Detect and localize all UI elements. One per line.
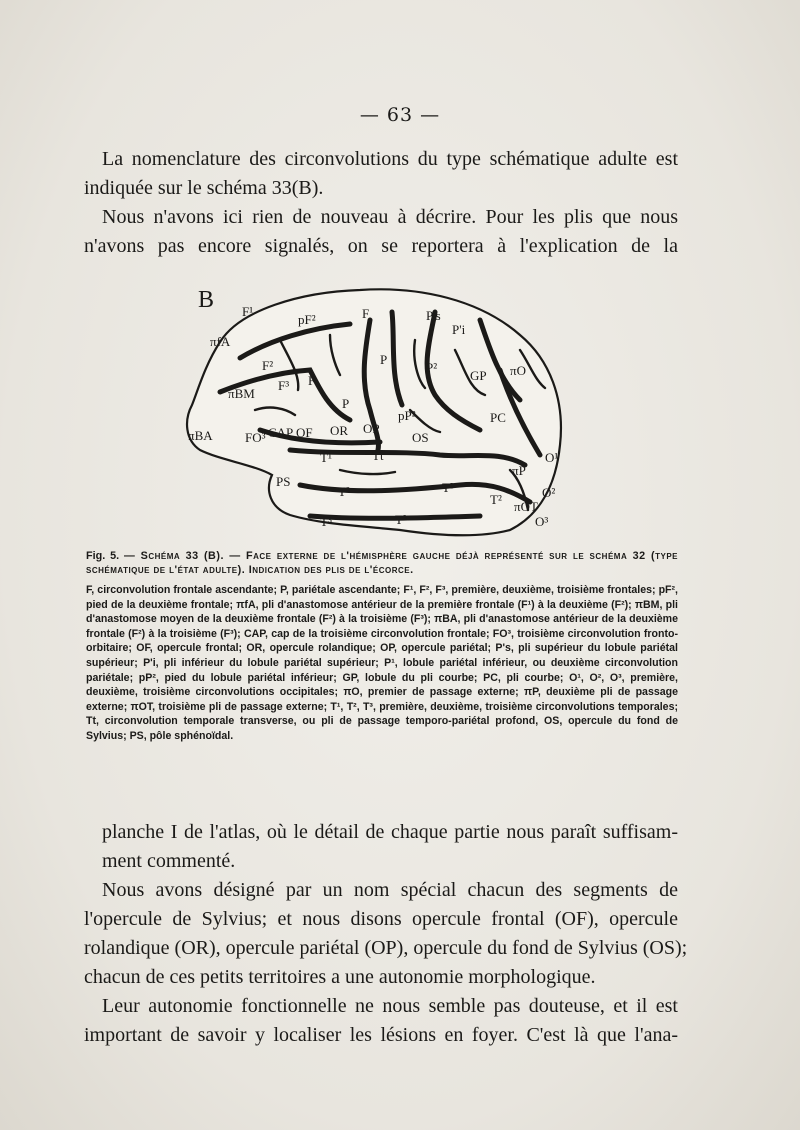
text-line: ment commenté.: [102, 850, 236, 872]
region-label: P²: [426, 360, 438, 375]
region-label: OP: [363, 421, 380, 436]
region-label: F²: [262, 358, 274, 373]
region-label: F: [362, 306, 370, 321]
region-label: πBA: [188, 428, 213, 443]
page-number: — 63 —: [359, 104, 441, 126]
region-label: T³: [320, 514, 332, 529]
text-line: La nomenclature des circonvolutions du type schématique adulte est: [102, 148, 678, 170]
region-label: T³: [442, 480, 454, 495]
region-label: PC: [490, 410, 506, 425]
region-label: T²: [490, 492, 502, 507]
region-label: πfA: [210, 334, 231, 349]
caption-title: — Schéma 33 (B). — Face externe de l'hémisphère gauche déjà représenté sur le schéma 32 (type schématique de l'état adulte). Indication des plis de l'écorce.: [86, 550, 678, 576]
region-label: OR: [330, 423, 349, 438]
caption-fig-number: Fig. 5.: [86, 550, 120, 562]
region-label: P: [342, 396, 350, 411]
region-label: O³: [535, 514, 549, 529]
text-line: rolandique (OR), opercule pariétal (OP), opercule du fond de Sylvius (OS);: [84, 937, 688, 959]
region-label: πOT: [514, 499, 538, 514]
brain-diagram: [180, 280, 580, 542]
text-line: Leur autonomie fonctionnelle ne nous semble pas douteuse, et il est: [102, 995, 678, 1017]
text-line: l'opercule de Sylvius; et nous disons opercule frontal (OF), opercule: [84, 908, 678, 930]
text-line: important de savoir y localiser les lésions en foyer. C'est là que l'ana-: [84, 1024, 678, 1046]
region-label: PS: [276, 474, 291, 489]
region-label: pP²: [398, 408, 416, 423]
text-line: chacun de ces petits territoires a une autonomie morphologique.: [84, 966, 596, 988]
region-label: P's: [426, 308, 441, 323]
region-label: P'i: [452, 322, 466, 337]
region-label: πO: [510, 363, 526, 378]
region-label: OS: [412, 430, 429, 445]
region-label: F¹: [242, 304, 254, 319]
bottom-paragraph: [84, 818, 688, 1050]
region-label: Tt: [372, 448, 384, 463]
region-label: O²: [542, 485, 556, 500]
region-label: pF²: [298, 312, 316, 327]
text-line: Nous n'avons ici rien de nouveau à décrire. Pour les plis que nous: [102, 206, 678, 228]
top-paragraph: [84, 145, 678, 261]
text-line: indiquée sur le schéma 33(B).: [84, 177, 324, 199]
region-label: T³: [395, 512, 407, 527]
region-label: O¹: [545, 450, 559, 465]
region-label: OF: [296, 425, 313, 440]
text-line: planche I de l'atlas, où le détail de chaque partie nous paraît suffisam-: [102, 821, 678, 843]
figure-legend: F, circonvolution frontale ascendante; P, pariétale ascendante; F¹, F², F³, première, deuxième, troisième frontales; pF², pied de la deuxième frontale; πfA, pli d'anastomose antérieur de la première frontale (F¹) à la deuxième (F²); πBM, pli d'anastomose moyen de la deuxième frontale (F²) à la troisième (F³); πBA, pli d'anastomose antérieur de la deuxième frontale (F²) à la troisième (F³); CAP, cap de la troisième circonvolution frontale; FO³, troisième circonvolution fronto-orbitaire; OF, opercule frontal; OR, opercule rolandique; OP, opercule pariétal; P's, pli supérieur du lobule pariétal supérieur; P'i, pli inférieur du lobule pariétal supérieur; P¹, lobule pariétal inférieur, ou deuxième circonvolution pariétale; pP², pied du lobule pariétal inférieur; GP, lobule du pli courbe; PC, pli courbe; O¹, O², O³, première, deuxième, troisième circonvolutions occipitales; πO, premier de passage externe; πP, deuxième pli de passage externe; πOT, troisième pli de passage externe; T¹, T², T³, première, deuxième, troisième circonvolutions temporales; Tt, circonvolution temporale transverse, ou pli de passage temporo-pariétal profond, OS, opercule du fond de Sylvius; PS, pôle sphénoïdal.: [86, 584, 678, 742]
region-label: GP: [470, 368, 487, 383]
region-label: πP: [512, 463, 526, 478]
region-label: T¹: [320, 450, 332, 465]
region-label: FO³: [245, 430, 266, 445]
region-label: πBM: [228, 386, 255, 401]
region-label: F³: [278, 378, 290, 393]
region-label: P: [380, 352, 388, 367]
figure-caption: [86, 549, 678, 577]
region-label: CAP: [268, 425, 294, 440]
region-label: F: [308, 373, 316, 388]
region-label: T²: [338, 484, 350, 499]
text-line: Nous avons désigné par un nom spécial chacun des segments de: [102, 879, 678, 901]
text-line: n'avons pas encore signalés, on se reportera à l'explication de la: [84, 235, 678, 257]
figure-letter: B: [198, 287, 215, 313]
